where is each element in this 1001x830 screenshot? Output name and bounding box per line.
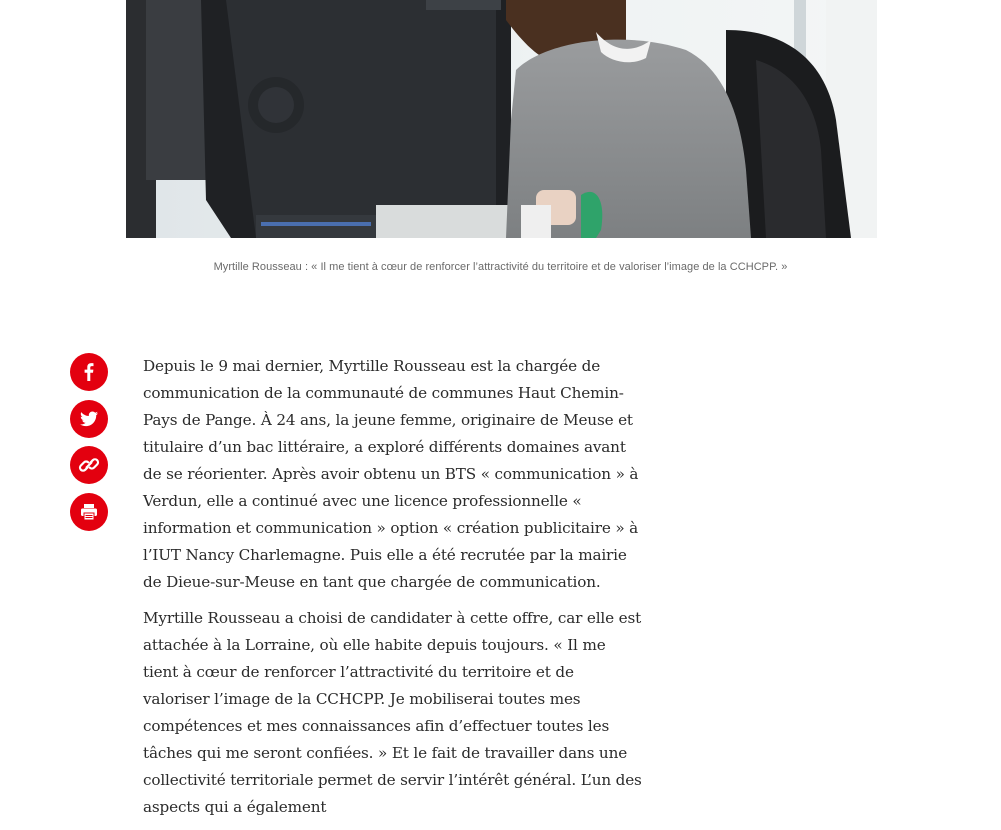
article-paragraph: Depuis le 9 mai dernier, Myrtille Rousseau est la chargée de communication de la communauté de communes Haut Chemin-Pays de Pange. À 24 ans, la jeune femme, originaire de Meuse et titulaire d’un bac littéraire, a exploré différents domaines avant de se réorienter. Après avoir obtenu un BTS « communication » à Verdun, elle a continué avec une licence professionnelle « information et communication » option « création publicitaire » à l’IUT Nancy Charlemagne. Puis elle a été recrutée par la mairie de Dieue-sur-Meuse en tant que chargée de communication.	[143, 357, 639, 591]
print-icon	[70, 493, 108, 531]
twitter-icon	[70, 400, 108, 438]
article-paragraph: Myrtille Rousseau a choisi de candidater à cette offre, car elle est attachée à la Lorraine, où elle habite depuis toujours. « Il me tient à cœur de renforcer l’attractivité du territoire et de valoriser l’image de la CCHCPP. Je mobiliserai toutes mes compétences et mes connaissances afin d’effectuer toutes les tâches qui me seront confiées. » Et le fait de travailler dans une collectivité territoriale permet de servir l’intérêt général. L’un des aspects qui a également	[143, 609, 642, 816]
photo-caption: Myrtille Rousseau : « Il me tient à cœur de renforcer l’attractivité du territoire et de valoriser l’image de la CCHCPP. »	[213, 261, 788, 273]
print-button[interactable]	[70, 493, 108, 531]
article-body	[143, 353, 643, 830]
link-icon	[70, 446, 108, 484]
share-toolbar	[70, 353, 108, 539]
article-photo	[126, 0, 877, 238]
share-facebook-button[interactable]	[70, 353, 108, 391]
photo-woman-at-computer	[126, 0, 877, 238]
facebook-icon	[70, 353, 108, 391]
share-twitter-button[interactable]	[70, 400, 108, 438]
copy-link-button[interactable]	[70, 446, 108, 484]
